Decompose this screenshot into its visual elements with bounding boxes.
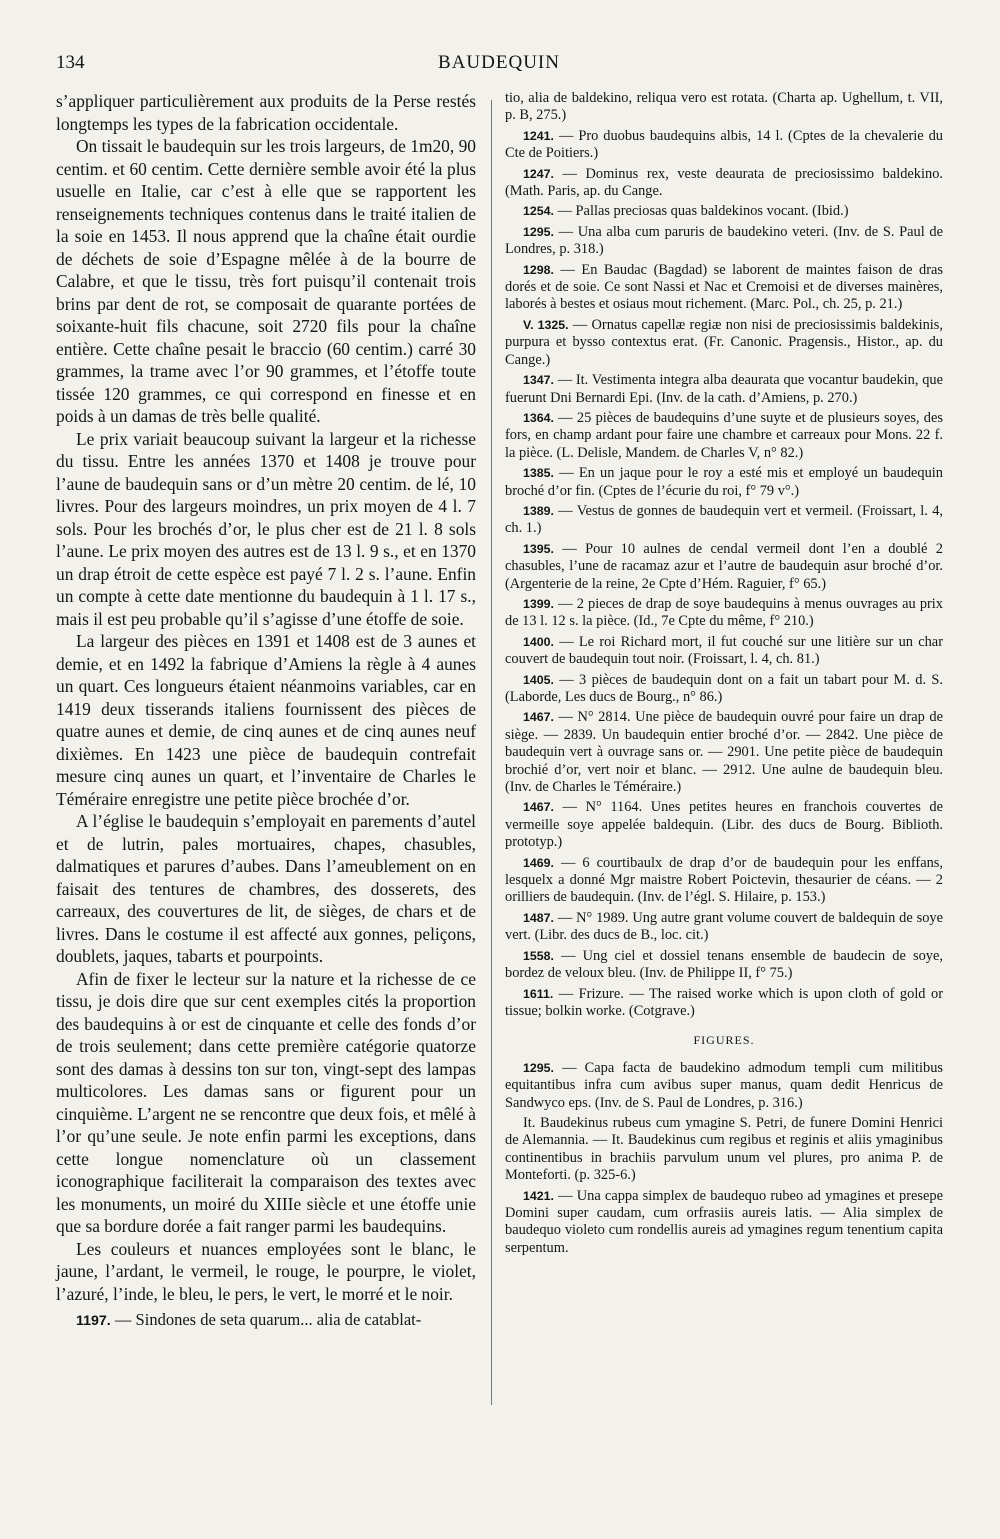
figures-heading: FIGURES. [693,1033,755,1048]
citation-entry [505,224,943,259]
entry-year: 1247. [523,166,554,181]
citation-entry [505,855,943,907]
entry-year: 1347. [523,373,554,388]
entry-text: — N° 2814. Une pièce de baudequin ouvré pour faire un drap de siège. — 2839. Un baudequin entier broché d’or. — 2842. Une pièce de baudequin vert à ouvrage sans or. — 2901. Une petite pièce de baudequin brochié d’or, vert noir et blanc. — 2912. Une aulne de baudequin bleu. (Inv. de Charles le Téméraire.) [505,709,943,796]
citation-entry [505,410,943,462]
continued-citation: tio, alia de baldekino, reliqua vero est rotata. (Charta ap. Ughellum, t. VII, p. B, 275.) [505,90,943,124]
entry-year: 1558. [523,948,554,963]
citation-entry [505,596,943,631]
entry-year: 1467. [523,800,554,815]
entry-year: 1611. [523,986,554,1001]
citation-entry [505,986,943,1021]
entry-text: — Frizure. — The raised worke which is upon cloth of gold or tissue; bolkin worke. (Cotgrave.) [505,985,943,1019]
entry-year: 1197. [76,1313,111,1329]
entry-year: 1487. [523,910,554,925]
entry-year: V. 1325. [523,317,569,332]
citation-entry [505,465,943,500]
entry-text: — It. Vestimenta integra alba deaurata que vocantur baudekin, que fuerunt Dni Bernardi Epi. (Inv. de la cath. d’Amiens, p. 270.) [505,372,943,406]
entry-text: It. Baudekinus rubeus cum ymagine S. Petri, de funere Domini Henrici de Alemannia. — It. Baudekinus cum regibus et reginis et aliis ymaginibus continentibus in brachiis parvulum unum vel plures, pro anima P. de Monteforti. (p. 325-6.) [505,1114,943,1184]
citation-entry [505,948,943,983]
entry-text: — Pro duobus baudequins albis, 14 l. (Cptes de la chevalerie du Cte de Poitiers.) [505,127,943,162]
citation-entry [505,799,943,851]
entry-text: — En un jaque pour le roy a esté mis et employé un baudequin broché d’or fin. (Cptes de l’écurie du roi, f° 79 v°.) [505,465,943,499]
entry-text: — 2 pieces de drap de soye baudequins à menus ouvrages au prix de 13 l. 12 s. la pièce. (Id., 7e Cpte du même, f° 210.) [505,595,943,630]
right-column [505,90,943,1260]
citation-entry [505,128,943,163]
entry-text: — Capa facta de baudekino admodum templi cum militibus equitantibus infra cum avibus super manus, quam dedit Henricus de Sandwyco eps. (Inv. de S. Paul de Londres, p. 316.) [505,1059,943,1111]
entry-year: 1467. [523,710,554,725]
citation-entry [505,262,943,314]
entry-year: 1405. [523,672,554,687]
citation-entry [505,709,943,796]
column-divider [491,100,492,1405]
citation-entry [505,166,943,201]
entry-year: 1295. [523,1060,554,1075]
citation-entry [505,372,943,407]
entry-year: 1400. [523,634,554,649]
entry-year: 1385. [523,466,554,481]
figure-entry [505,1115,943,1185]
paragraph: Afin de fixer le lecteur sur la nature et la richesse de ce tissu, je dois dire que sur cent exemples cités la proportion des baudequins à or est de cinquante et celle des fonds d’or de trois seulement; dans cette première catégorie quatorze sont des damas à dessins ton sur ton, vingt-sept des lampas multicolores. Les damas sans or figurent pour un cinquième. L’argent ne se rencontre que deux fois, et mêlé à l’or qu’une seule. Je note enfin parmi les exceptions, dans cette longue nomenclature où un classement iconographique faciliterait la comparaison des textes avec les monuments, un moiré du XIIIe siècle et une étoffe unie que sa bordure dorée a fait ranger parmi les baudequins. [56,968,476,1236]
entry-year: 1421. [523,1188,554,1203]
entry-text: — Vestus de gonnes de baudequin vert et vermeil. (Froissart, l. 4, ch. 1.) [505,502,943,537]
citation-entry [505,541,943,593]
citation-entry [505,317,943,369]
paragraph: A l’église le baudequin s’employait en parements d’autel et de lutrin, pales mortuaires, chapes, chasubles, dalmatiques et parures d’aubes. Dans l’ameublement on en faisait des tentures de chambres, des dosserets, des carreaux, des couvertures de lit, de sièges, de chars et de livres. Dans le costume il est affecté aux gonnes, peliçons, doublets, jaques, tabarts et pourpoints. [56,811,476,966]
entry-year: 1364. [523,410,554,425]
paragraph: Le prix variait beaucoup suivant la largeur et la richesse du tissu. Entre les années 1370 et 1408 je trouve pour l’aune de baudequin sans or d’un mètre 20 centim. de lé, 10 livres. Pour des largeurs moindres, un prix moyen de 4 l. 7 sols. Pour les brochés d’or, le plus cher est de 21 l. 8 sols l’aune. Le prix moyen des autres est de 13 l. 9 s., et en 1370 un drap étroit de cette espèce est payé 7 l. 2 s. l’aune. Enfin un compte à cette date mentionne du baudequin à 1 l. 17 s., mais il est peu probable qu’il s’agisse d’une étoffe de soie. [56,428,476,629]
entry-year: 1254. [523,204,554,219]
entry-text: — Ung ciel et dossiel tenans ensemble de baudecin de soye, bordez de veloux bleu. (Inv. de Philippe II, f° 75.) [505,947,943,982]
page-header [56,52,942,76]
entry-text: — Le roi Richard mort, il fut couché sur une litière sur un char couvert de baudequin tout noir. (Froissart, l. 4, ch. 81.) [505,633,943,668]
entry-text: — N° 1164. Unes petites heures en franchois couvertes de vermeille soye appelée baldequin. (Libr. des ducs de Bourg. Biblioth. prototyp.) [505,799,943,851]
figure-entry [505,1188,943,1258]
citation-entry [505,503,943,538]
entry-text: — 6 courtibaulx de drap d’or de baudequin pour les enffans, lesquelx a donné Mgr maistre Robert Poictevin, thesaurier de céans. — 2 orilliers de baudequin. (Inv. de l’égl. S. Hilaire, p. 153.) [505,854,943,906]
entry-year: 1469. [523,855,554,870]
entry-year: 1298. [523,262,554,277]
entry-text: — Pallas preciosas quas baldekinos vocant. (Ibid.) [553,203,849,220]
citation-entry [505,203,943,220]
paragraph: Les couleurs et nuances employées sont le blanc, le jaune, l’ardant, le vermeil, le rouge, le pourpre, le violet, l’azuré, l’inde, le bleu, le pers, le vert, le morré et le noir. [56,1238,476,1304]
citation-entry [505,672,943,707]
running-title: BAUDEQUIN [438,52,560,73]
left-column [56,90,476,1333]
entry-year: 1395. [523,541,554,556]
entry-text: — 3 pièces de baudequin dont on a fait un tabart pour M. d. S. (Laborde, Les ducs de Bourg., n° 86.) [505,671,943,705]
entry-text: — En Baudac (Bagdad) se laborent de maintes faison de dras dorés et de soie. Ce sont Nassi et Nac et Cremoisi et de diverses mainères, laborés à bestes et osiaus mout richement. (Marc. Pol., ch. 25, p. 21.) [505,261,943,313]
entry-text: — Una cappa simplex de baudequo rubeo ad ymagines et presepe Domini super caudam, cum orfrasiis aureis latis. — Alia simplex de baudequo violeto cum rondellis aureis ad ymagines regum tenentium capita serpentum. [505,1187,943,1256]
citation-entry [56,1309,476,1333]
paragraph: s’appliquer particulièrement aux produits de la Perse restés longtemps les types de la fabrication occidentale. [56,91,476,134]
entry-text: — Dominus rex, veste deaurata de preciosissimo baldekino. (Math. Paris, ap. du Cange. [505,165,943,200]
entry-year: 1241. [523,128,554,143]
citation-list [505,128,943,1021]
page-number: 134 [56,52,85,73]
citation-entry [505,910,943,945]
entry-text: — Pour 10 aulnes de cendal vermeil dont l’en a doublé 2 chasubles, l’une de racamaz azur et l’autre de baudequin asur broché d’or. (Argenterie de la reine, 2e Cpte d’Hém. Raguier, f° 65.) [505,540,943,592]
entry-text: — Una alba cum paruris de baudekino veteri. (Inv. de S. Paul de Londres, p. 318.) [505,223,943,258]
entry-text: — Ornatus capellæ regiæ non nisi de preciosissimis baldekinis, purpura et bysso contextus erat. (Fr. Canonic. Pragensis., Histor., ap. du Cange.) [505,316,943,368]
entry-year: 1295. [523,224,554,239]
entry-year: 1389. [523,503,554,518]
figure-entry [505,1060,943,1112]
citation-entry [505,634,943,669]
figures-list [505,1060,943,1257]
paragraph: La largeur des pièces en 1391 et 1408 est de 3 aunes et demie, et en 1492 la fabrique d’Amiens la règle à 4 aunes un quart. Ces longueurs étaient néanmoins variables, car en 1419 deux tisserands italiens fournissent des pièces de quatre aunes et demie, de cinq aunes et de cinq aunes neuf dixièmes. En 1423 une pièce de baudequin contrefait mesure cinq aunes un quart, et l’inventaire de Charles le Téméraire enregistre une petite pièce brochée d’or. [56,631,476,809]
entry-year: 1399. [523,596,554,611]
paragraph: On tissait le baudequin sur les trois largeurs, de 1m20, 90 centim. et 60 centim. Cette dernière semble avoir été la plus usuelle en Italie, car c’est à elle que se rapportent les renseignements techniques contenus dans le traité italien de la soie en 1453. Il nous apprend que la chaîne était ourdie de déchets de soie d’Espagne mêlée à de la bourre de Calabre, et que le tissu, très fort puisqu’il contenait trois brins par dent de rot, se composait de quarante portées de soixante-huit fils chacune, soit 2720 fils pour la chaîne entière. Cette chaîne pesait le braccio (60 centim.) carré 30 grammes, la trame avec l’or 90 grammes, et l’étoffe toute tissée 120 grammes, ce qui correspond en finesse et en poids à un damas de très belle qualité. [56,136,476,426]
entry-text: — N° 1989. Ung autre grant volume couvert de baldequin de soye vert. (Libr. des ducs de B., loc. cit.) [505,909,943,944]
entry-text: — 25 pièces de baudequins d’une suyte et de plusieurs soyes, des fors, en champ ardant pour faire une chambre et carreaux pour Mons. 22 f. la pièce. (L. Delisle, Mandem. de Charles V, n° 82.) [505,409,943,461]
entry-text: — Sindones de seta quarum... alia de catablat- [110,1310,422,1329]
